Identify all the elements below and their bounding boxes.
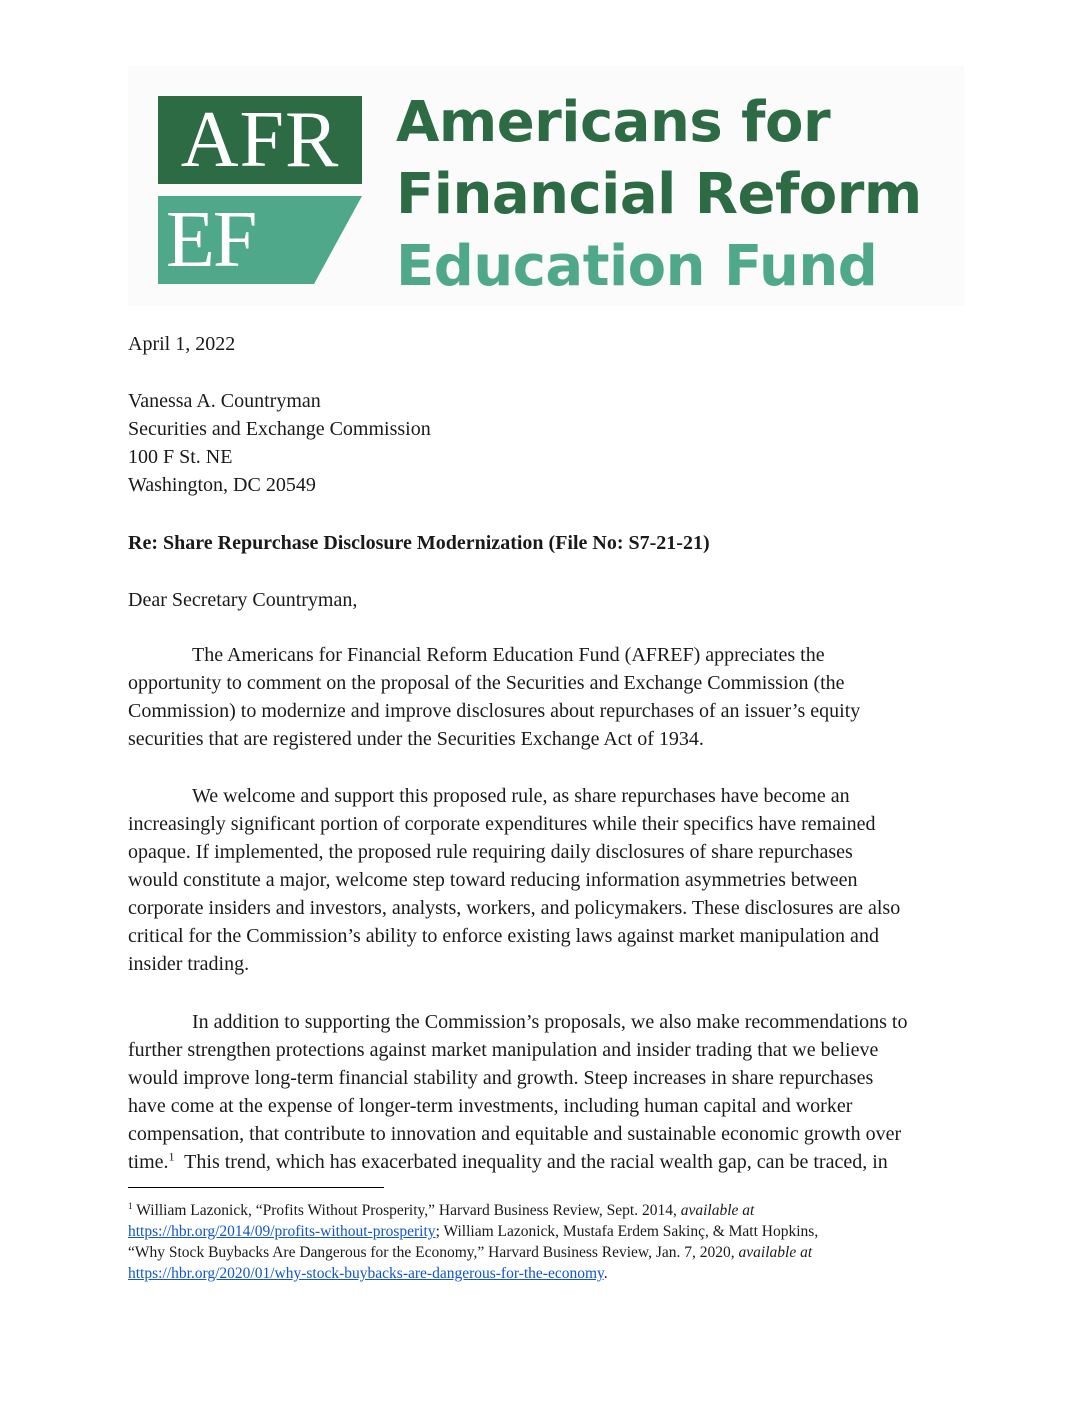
paragraph-line: would improve long-term financial stability and growth. Steep increases in share repurchases [128,1067,874,1089]
paragraph-line: would constitute a major, welcome step toward reducing information asymmetries between [128,869,858,891]
footnote-text: ; William Lazonick, Mustafa Erdem Sakinç, & Matt Hopkins, [435,1223,819,1240]
footnote-italic: available at [680,1202,755,1219]
paragraph-2 [128,782,960,978]
recipient-city: Washington, DC 20549 [128,474,316,496]
footnote-line [128,1242,818,1263]
paragraph-line: compensation, that contribute to innovation and equitable and sustainable economic growth over [128,1123,902,1145]
recipient-name: Vanessa A. Countryman [128,390,321,412]
footnote-line [128,1263,818,1284]
logo-name-line-2: Financial Reform [396,162,922,227]
paragraph-line: critical for the Commission’s ability to enforce existing laws against market manipulation and [128,925,879,947]
paragraph-line: corporate insiders and investors, analysts, workers, and policymakers. These disclosures are also [128,897,901,919]
logo-afr-text: AFR [180,96,340,184]
recipient-org: Securities and Exchange Commission [128,418,431,440]
salutation: Dear Secretary Countryman, [128,589,358,611]
footnote-italic: available at [738,1244,813,1261]
paragraph-line: opportunity to comment on the proposal of the Securities and Exchange Commission (the [128,672,845,694]
paragraph-line: The Americans for Financial Reform Education Fund (AFREF) appreciates the [192,644,825,666]
footnote-link-2[interactable]: https://hbr.org/2020/01/why-stock-buybacks-are-dangerous-for-the-economy [128,1265,604,1282]
paragraph-line: have come at the expense of longer-term investments, including human capital and worker [128,1095,853,1117]
subject-line: Re: Share Repurchase Disclosure Modernization (File No: S7-21-21) [128,532,710,554]
logo-name-line-3: Education Fund [396,234,878,299]
paragraph-line: opaque. If implemented, the proposed rule requiring daily disclosures of share repurchases [128,841,853,863]
paragraph-line: securities that are registered under the Securities Exchange Act of 1934. [128,728,704,750]
footnote-text: “Why Stock Buybacks Are Dangerous for the Economy,” Harvard Business Review, Jan. 7, 2020, [128,1244,739,1261]
footnote-link-1[interactable]: https://hbr.org/2014/09/profits-without-prosperity [128,1223,436,1240]
paragraph-line: increasingly significant portion of corporate expenditures while their specifics have remained [128,813,876,835]
footnote-reference[interactable]: 1 [168,1149,175,1164]
paragraph-line-with-footnote [128,1148,960,1176]
paragraph-line: further strengthen protections against market manipulation and insider trading that we believe [128,1039,879,1061]
footnote-1 [128,1200,818,1284]
line-text: This trend, which has exacerbated inequality and the racial wealth gap, can be traced, in [174,1151,888,1173]
paragraph-line: We welcome and support this proposed rule, as share repurchases have become an [192,785,850,807]
footnote-text: . [603,1265,608,1282]
recipient-street: 100 F St. NE [128,446,233,468]
paragraph-3 [128,1008,960,1176]
logo-name-line-1: Americans for [396,90,831,155]
footnote-separator [128,1187,384,1188]
paragraph-line: In addition to supporting the Commission’s proposals, we also make recommendations to [192,1011,908,1033]
paragraph-line: insider trading. [128,953,250,975]
letter-date: April 1, 2022 [128,333,236,355]
line-text: time. [128,1151,169,1173]
paragraph-line: Commission) to modernize and improve disclosures about repurchases of an issuer’s equity [128,700,861,722]
footnote-text: William Lazonick, “Profits Without Prosperity,” Harvard Business Review, Sept. 2014, [132,1202,681,1219]
footnote-marker: 1 [128,1201,133,1212]
afref-logo [128,66,964,306]
paragraph-1 [128,641,960,753]
footnote-line [128,1200,818,1221]
logo-ef-text: EF [166,196,256,284]
footnote-line [128,1221,818,1242]
